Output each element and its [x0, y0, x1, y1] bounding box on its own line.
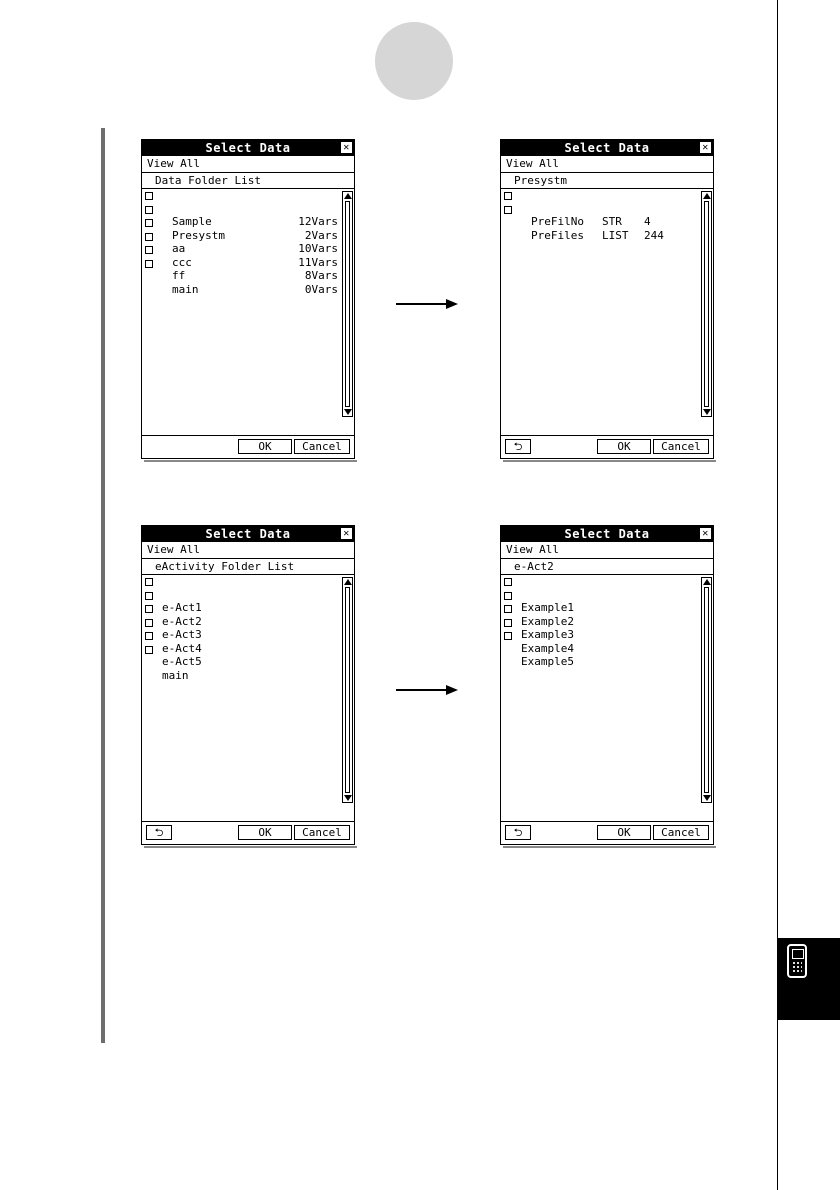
folder-path-label: e-Act2	[514, 560, 554, 573]
scrollbar[interactable]	[342, 191, 353, 417]
calculator-icon	[787, 944, 807, 978]
scroll-down-icon[interactable]	[703, 409, 711, 415]
dialog-title	[142, 526, 354, 542]
checkbox[interactable]	[504, 192, 512, 200]
view-menu-label: View All	[506, 157, 559, 170]
item-name: Presystm	[172, 228, 225, 242]
item-list	[142, 189, 340, 418]
dialog-title-text: Select Data	[564, 141, 650, 155]
close-icon[interactable]: ✕	[700, 528, 711, 539]
checkbox[interactable]	[504, 578, 512, 586]
view-menu[interactable]	[501, 542, 713, 559]
item-name: PreFiles	[531, 228, 584, 242]
checkbox[interactable]	[504, 605, 512, 613]
item-list	[142, 575, 340, 804]
scrollbar[interactable]	[701, 577, 712, 803]
item-name: ff	[172, 269, 186, 282]
item-name: main	[162, 668, 189, 682]
folder-path-label: Presystm	[514, 174, 567, 187]
item-name: Sample	[172, 215, 212, 228]
item-list	[501, 575, 699, 804]
back-arrow-icon: ⮌	[513, 440, 523, 453]
view-menu[interactable]	[142, 156, 354, 173]
left-margin-bar	[101, 128, 105, 1043]
folder-path	[142, 173, 354, 189]
checkbox[interactable]	[504, 206, 512, 214]
folder-path	[501, 559, 713, 575]
item-name: e-Act5	[162, 655, 202, 668]
item-name: Example5	[521, 655, 574, 668]
checkbox[interactable]	[145, 619, 153, 627]
dialog-button-bar	[142, 435, 354, 458]
item-list	[501, 189, 699, 418]
back-arrow-icon: ⮌	[513, 826, 523, 839]
ok-button[interactable]: OK	[597, 825, 651, 840]
checkbox[interactable]	[504, 619, 512, 627]
item-name: Example3	[521, 628, 574, 641]
checkbox[interactable]	[504, 632, 512, 640]
item-name: e-Act1	[162, 601, 202, 614]
folder-path-label: Data Folder List	[155, 174, 261, 187]
scroll-up-icon[interactable]	[344, 193, 352, 199]
checkbox[interactable]	[145, 632, 153, 640]
folder-path	[501, 173, 713, 189]
item-name: Example4	[521, 641, 574, 655]
scroll-up-icon[interactable]	[344, 579, 352, 585]
list-item[interactable]	[142, 189, 340, 228]
checkbox[interactable]	[145, 260, 153, 268]
checkbox[interactable]	[145, 592, 153, 600]
dialog-title	[142, 140, 354, 156]
scroll-up-icon[interactable]	[703, 193, 711, 199]
select-data-dialog	[500, 525, 714, 845]
item-name: ccc	[172, 255, 192, 269]
item-var-count: 11Vars	[298, 255, 338, 269]
view-menu[interactable]	[142, 542, 354, 559]
item-name: e-Act3	[162, 628, 202, 641]
folder-path-label: eActivity Folder List	[155, 560, 295, 573]
item-name: Example1	[521, 601, 574, 614]
item-size: 4	[644, 215, 651, 228]
scroll-down-icon[interactable]	[344, 409, 352, 415]
list-item[interactable]	[501, 575, 699, 614]
cancel-button[interactable]: Cancel	[653, 825, 709, 840]
checkbox[interactable]	[145, 605, 153, 613]
dialog-title	[501, 140, 713, 156]
close-icon[interactable]: ✕	[700, 142, 711, 153]
back-button[interactable]	[505, 439, 531, 454]
item-type: LIST	[602, 228, 629, 242]
item-name: aa	[172, 242, 186, 255]
scroll-track[interactable]	[704, 587, 709, 793]
arrow-right-icon	[396, 685, 458, 695]
close-icon[interactable]: ✕	[341, 142, 352, 153]
item-size: 244	[644, 228, 664, 242]
scrollbar[interactable]	[701, 191, 712, 417]
scroll-down-icon[interactable]	[703, 795, 711, 801]
dialog-title-text: Select Data	[205, 141, 291, 155]
cancel-button[interactable]: Cancel	[653, 439, 709, 454]
select-data-dialog	[500, 139, 714, 459]
select-data-dialog	[141, 139, 355, 459]
item-var-count: 12Vars	[298, 215, 338, 228]
scroll-down-icon[interactable]	[344, 795, 352, 801]
checkbox[interactable]	[145, 219, 153, 227]
ok-button[interactable]: OK	[238, 439, 292, 454]
close-icon[interactable]: ✕	[341, 528, 352, 539]
scroll-track[interactable]	[345, 587, 350, 793]
scroll-track[interactable]	[345, 201, 350, 407]
select-data-dialog	[141, 525, 355, 845]
ok-button[interactable]: OK	[597, 439, 651, 454]
scroll-track[interactable]	[704, 201, 709, 407]
dialog-title	[501, 526, 713, 542]
scroll-up-icon[interactable]	[703, 579, 711, 585]
item-var-count: 0Vars	[304, 282, 338, 296]
item-var-count: 10Vars	[298, 242, 338, 255]
item-name: PreFilNo	[531, 215, 584, 228]
cancel-button[interactable]: Cancel	[294, 825, 350, 840]
arrow-right-icon	[396, 299, 458, 309]
dialog-title-text: Select Data	[205, 527, 291, 541]
view-menu-label: View All	[147, 543, 200, 556]
checkbox[interactable]	[145, 233, 153, 241]
checkbox[interactable]	[145, 206, 153, 214]
back-button[interactable]	[146, 825, 172, 840]
view-menu[interactable]	[501, 156, 713, 173]
checkbox[interactable]	[145, 246, 153, 254]
item-type: STR	[602, 215, 622, 228]
item-var-count: 2Vars	[304, 228, 338, 242]
item-var-count: 8Vars	[304, 269, 338, 282]
dialog-button-bar	[142, 821, 354, 844]
ok-button[interactable]: OK	[238, 825, 292, 840]
checkbox[interactable]	[145, 192, 153, 200]
dialog-button-bar	[501, 435, 713, 458]
checkbox[interactable]	[504, 592, 512, 600]
back-button[interactable]	[505, 825, 531, 840]
side-tab	[778, 938, 840, 1020]
dialog-title-text: Select Data	[564, 527, 650, 541]
view-menu-label: View All	[147, 157, 200, 170]
item-name: e-Act4	[162, 641, 202, 655]
item-name: main	[172, 282, 199, 296]
list-item[interactable]	[501, 189, 699, 228]
cancel-button[interactable]: Cancel	[294, 439, 350, 454]
folder-path	[142, 559, 354, 575]
item-name: e-Act2	[162, 614, 202, 628]
checkbox[interactable]	[145, 646, 153, 654]
back-arrow-icon: ⮌	[154, 826, 164, 839]
list-item[interactable]	[142, 575, 340, 614]
item-name: Example2	[521, 614, 574, 628]
view-menu-label: View All	[506, 543, 559, 556]
scrollbar[interactable]	[342, 577, 353, 803]
checkbox[interactable]	[145, 578, 153, 586]
chapter-marker-circle	[375, 22, 453, 100]
dialog-button-bar	[501, 821, 713, 844]
